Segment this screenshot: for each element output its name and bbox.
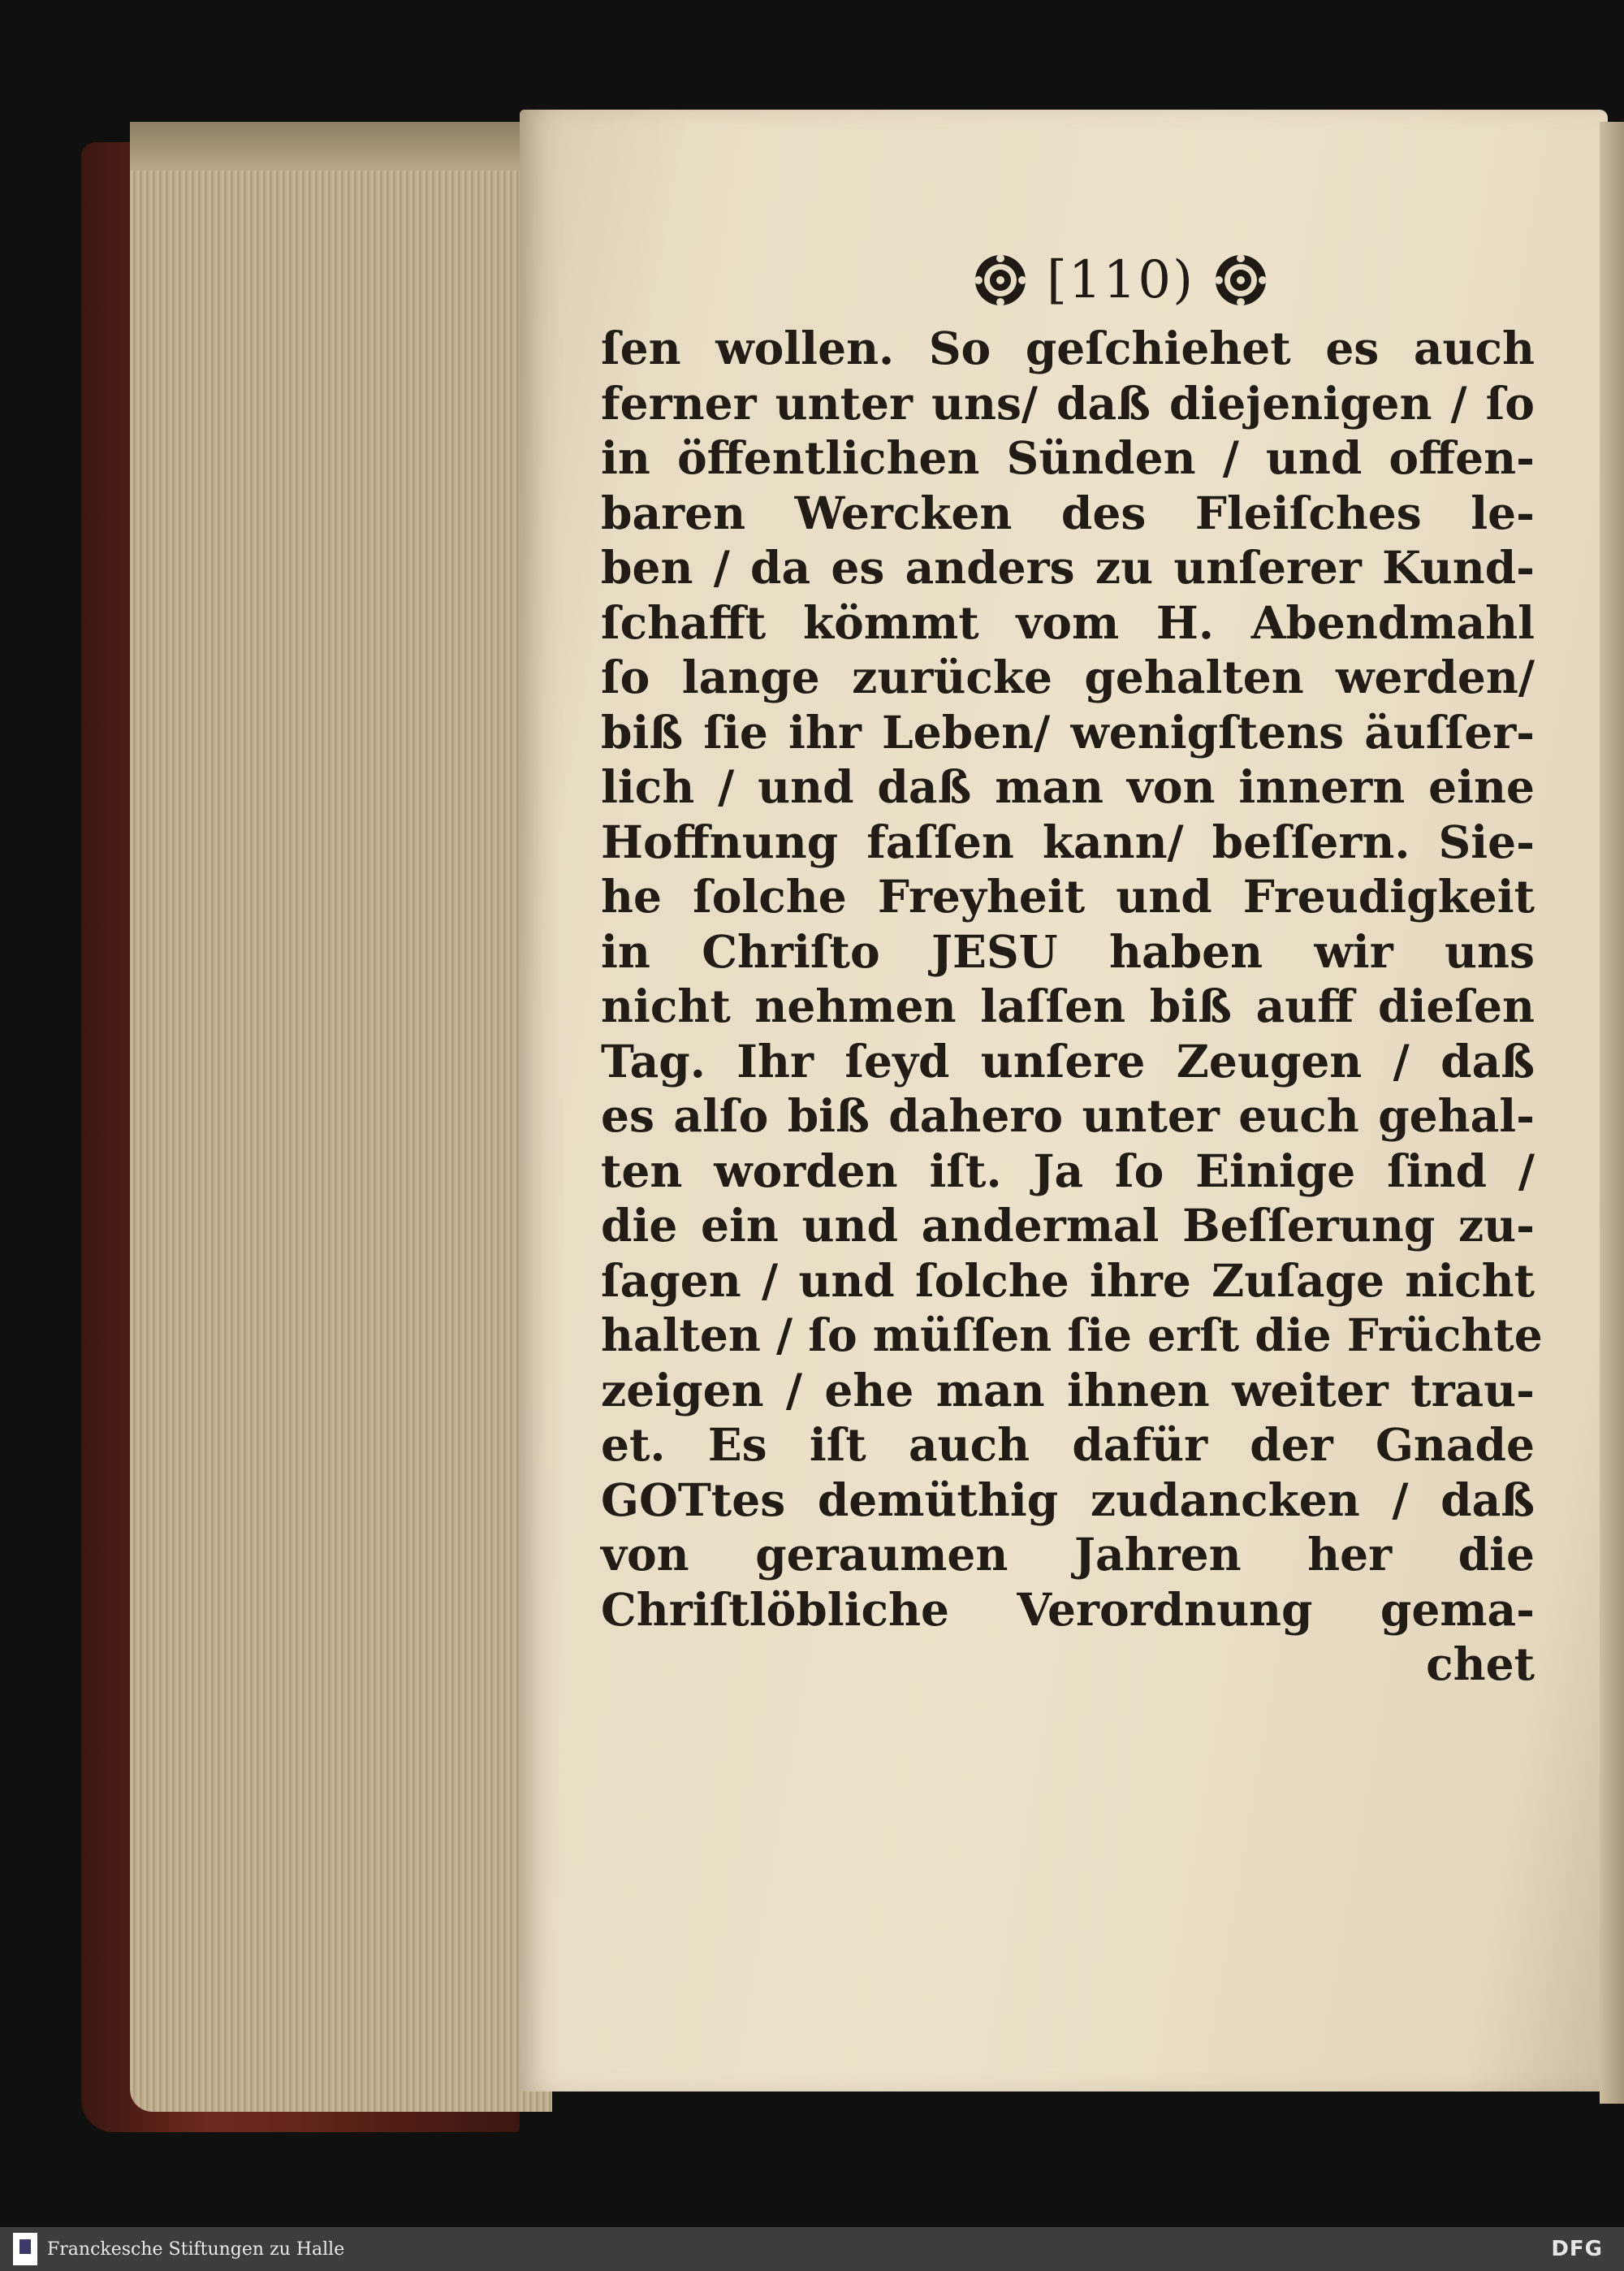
text-line: Hoffnung faſſen kann/ beſſern. Sie- xyxy=(601,815,1535,868)
footer-bar xyxy=(0,2227,1624,2271)
text-line: Chriſtlöbliche Verordnung gema- xyxy=(601,1582,1535,1636)
text-line: ferner unter uns/ daß diejenigen / ſo xyxy=(601,376,1535,430)
text-line: ſchafft kömmt vom H. Abendmahl xyxy=(601,595,1535,649)
text-line: ſagen / und ſolche ihre Zuſage nicht xyxy=(601,1253,1535,1307)
page-number: [110) xyxy=(1046,250,1195,310)
text-line: in öffentlichen Sünden / und offen- xyxy=(601,431,1535,484)
text-line: ſo lange zurücke gehalten werden/ xyxy=(601,651,1535,703)
text-line: Tag. Ihr ſeyd unſere Zeugen / daß xyxy=(601,1034,1535,1088)
text-line: zeigen / ehe man ihnen weiter trau- xyxy=(601,1363,1535,1417)
catchword: chet xyxy=(1426,1637,1535,1690)
text-line: baren Wercken des Fleiſches le- xyxy=(601,486,1535,539)
page-block-edge xyxy=(130,122,552,2112)
rosette-ornament-icon xyxy=(972,252,1029,309)
text-line: von geraumen Jahren her die xyxy=(601,1528,1535,1581)
text-line: biß ſie ihr Leben/ wenigſtens äuſſer- xyxy=(601,705,1535,759)
text-line: nicht nehmen laſſen biß auff dieſen xyxy=(601,980,1535,1032)
text-line: ten worden iſt. Ja ſo Einige ſind / xyxy=(601,1144,1535,1197)
text-line: es alſo biß dahero unter euch gehal- xyxy=(601,1089,1535,1142)
body-text xyxy=(601,321,1543,1692)
text-line: lich / und daß man von innern eine xyxy=(601,760,1535,813)
text-line: in Chriſto JESU haben wir uns xyxy=(601,924,1535,978)
institution-name: Franckesche Stiftungen zu Halle xyxy=(47,2239,345,2260)
text-line: he ſolche Freyheit und Freudigkeit xyxy=(601,870,1535,923)
page-header xyxy=(950,244,1291,317)
facing-page-edge xyxy=(1600,122,1624,2104)
text-line: die ein und andermal Beſſerung zu- xyxy=(601,1199,1535,1252)
text-line: halten / ſo müſſen ſie erſt die Früchte xyxy=(601,1309,1543,1361)
rosette-ornament-icon xyxy=(1212,252,1269,309)
footer-left xyxy=(0,2233,344,2265)
franckesche-stiftungen-logo xyxy=(13,2233,37,2265)
text-line: ſen wollen. So geſchiehet es auch xyxy=(601,322,1535,374)
text-line: et. Es iſt auch dafür der Gnade xyxy=(601,1418,1535,1471)
page-block-top xyxy=(130,122,552,171)
dfg-logo: DFG xyxy=(1551,2237,1603,2261)
text-line: GOTtes demüthig zudancken / daß xyxy=(601,1473,1535,1526)
text-line: ben / da es anders zu unſerer Kund- xyxy=(601,541,1535,594)
